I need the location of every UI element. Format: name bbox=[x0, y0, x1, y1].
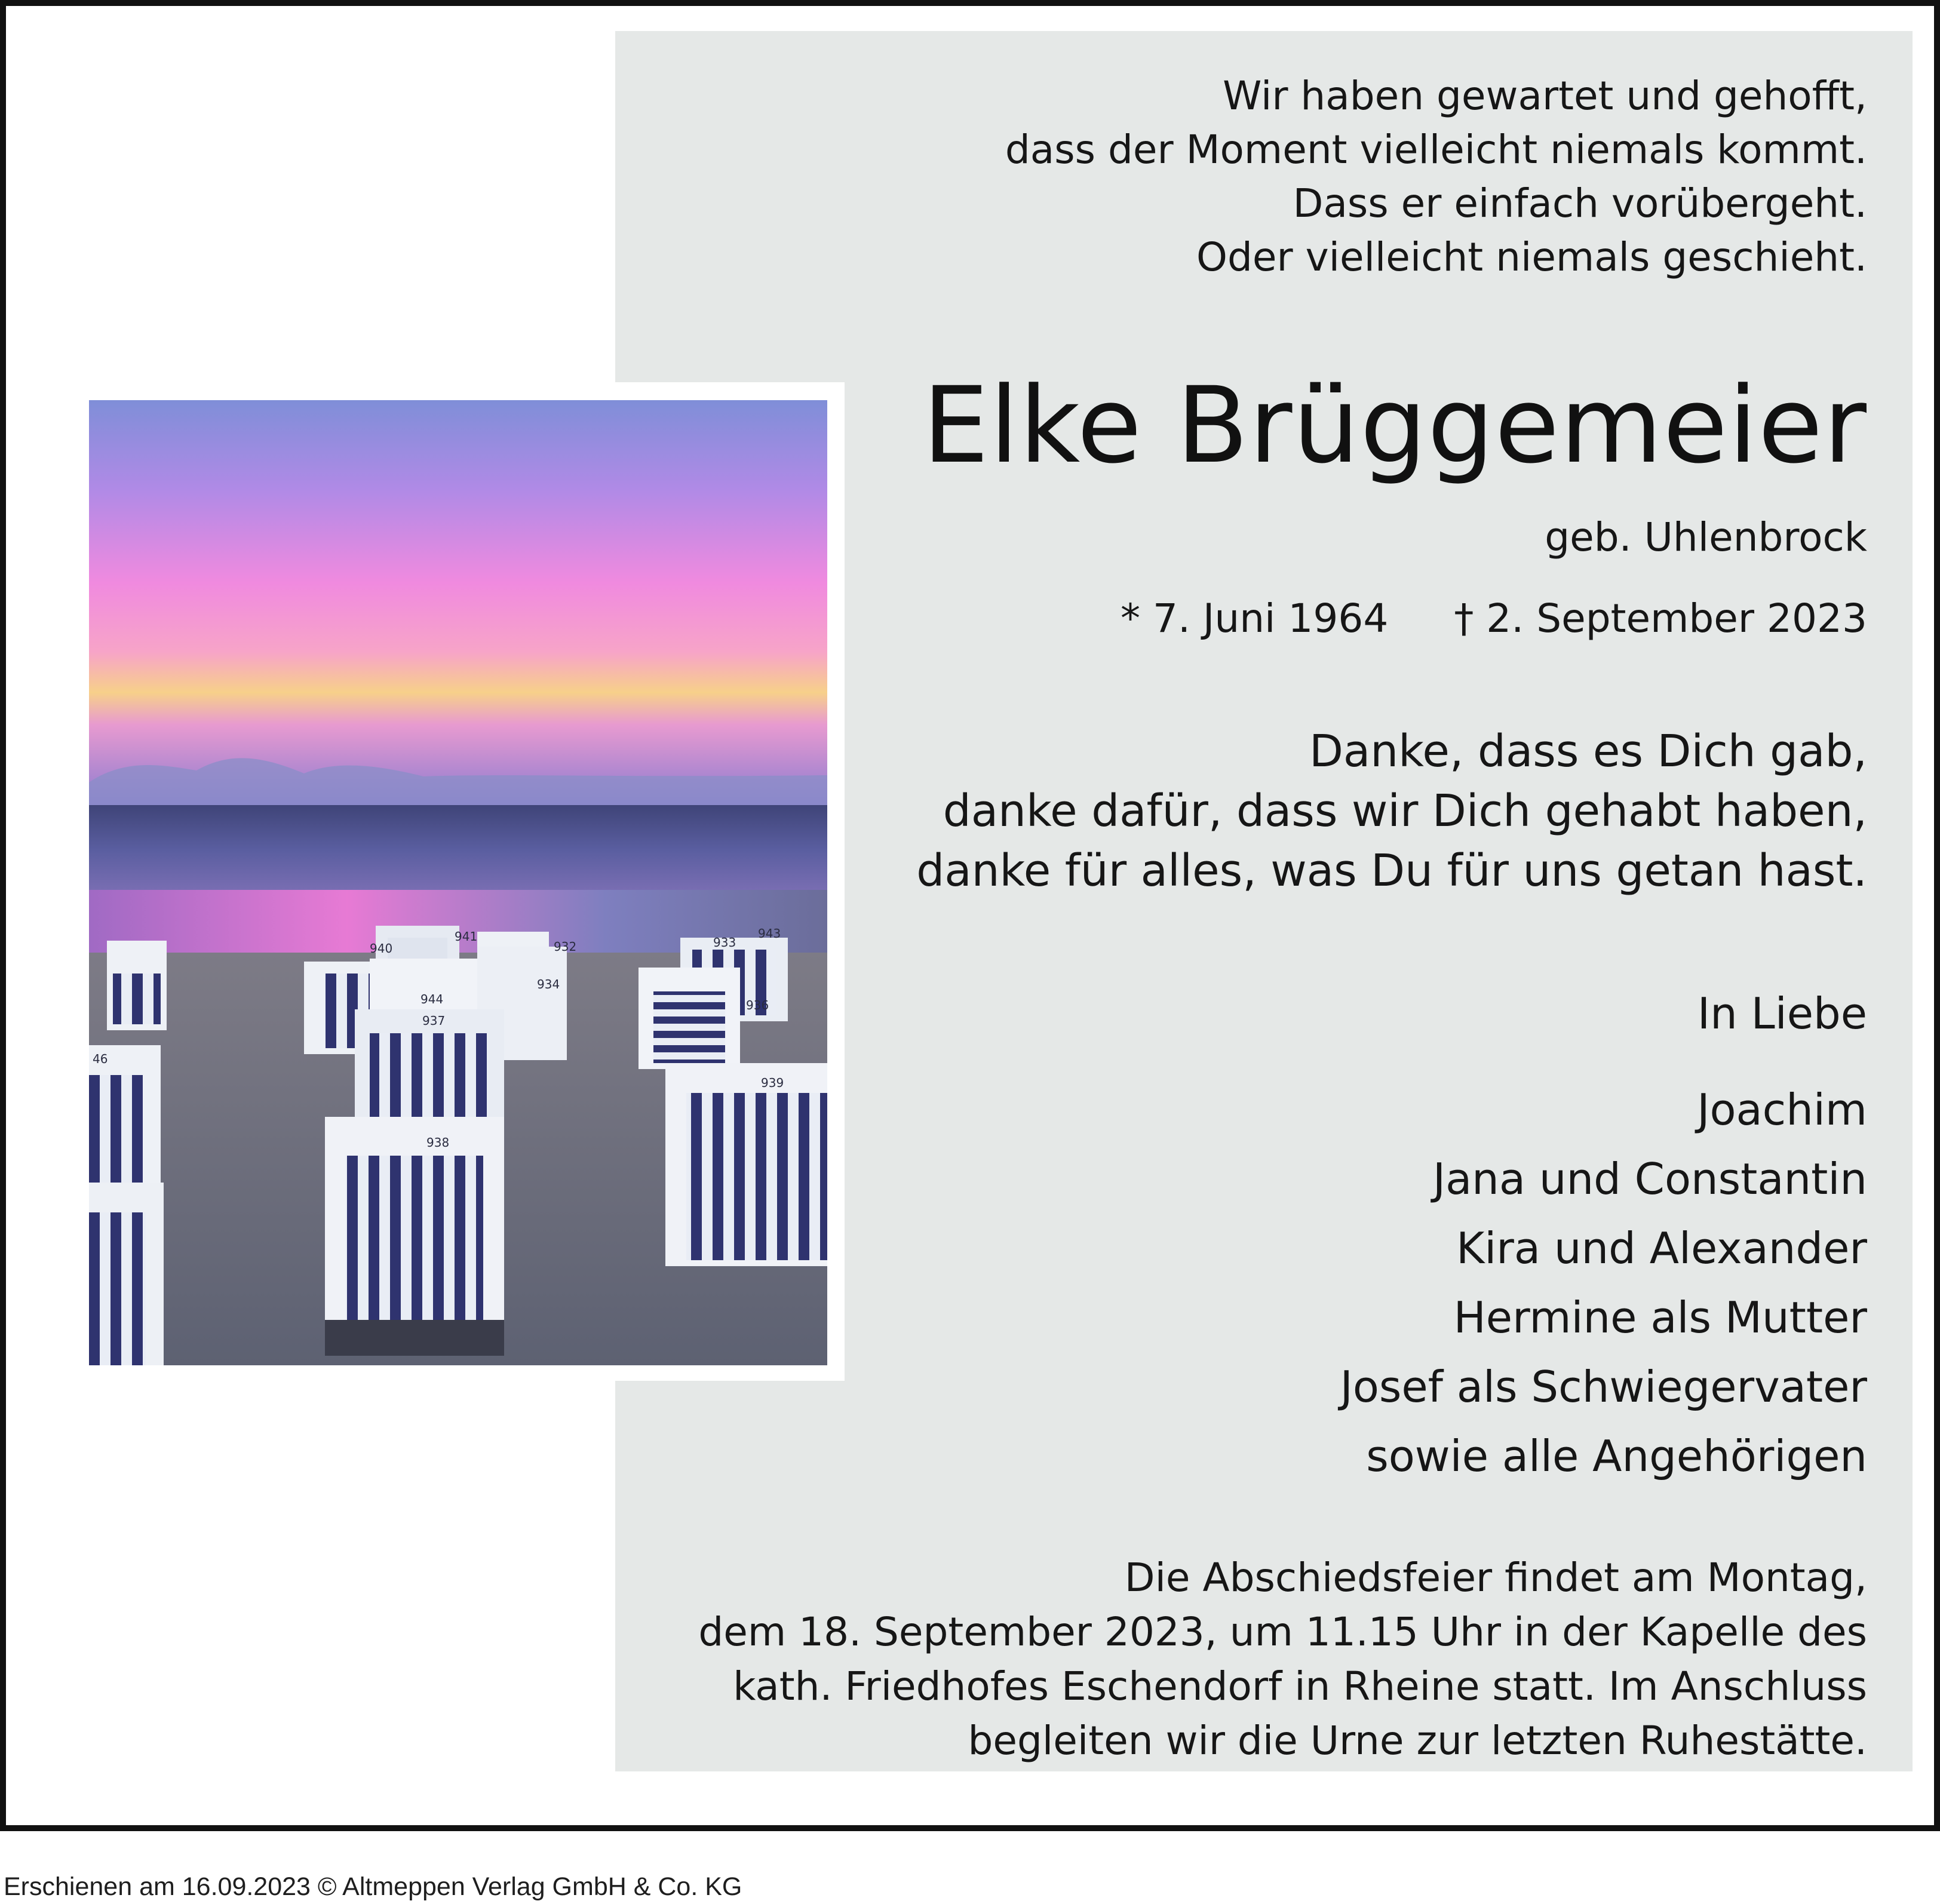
mourner-name: sowie alle Angehörigen bbox=[1366, 1431, 1867, 1481]
chair-number: 937 bbox=[422, 1014, 446, 1028]
chair-front-right bbox=[665, 1063, 827, 1266]
poem-line: Oder vielleicht niemals geschieht. bbox=[1196, 234, 1867, 280]
chair-number: 941 bbox=[455, 929, 478, 944]
deceased-name: Elke Brüggemeier bbox=[922, 364, 1867, 487]
thanks-line: Danke, dass es Dich gab, bbox=[1309, 726, 1867, 777]
chair-number: 944 bbox=[420, 992, 444, 1006]
mourners-list bbox=[1340, 1075, 1867, 1491]
ceremony-line: Die Abschiedsfeier findet am Montag, bbox=[1124, 1555, 1867, 1601]
death-date: † 2. September 2023 bbox=[1454, 595, 1867, 641]
chair-number: 939 bbox=[761, 1076, 784, 1090]
thanks-verse bbox=[916, 721, 1867, 901]
ceremony-line: kath. Friedhofes Eschendorf in Rheine statt. Im Anschluss bbox=[733, 1663, 1867, 1709]
opening-poem bbox=[1005, 69, 1867, 284]
maiden-name: geb. Uhlenbrock bbox=[1545, 514, 1867, 560]
publication-footer: Erschienen am 16.09.2023 © Altmeppen Verlag GmbH & Co. KG bbox=[4, 1872, 742, 1901]
chair-number: 943 bbox=[758, 926, 781, 941]
mourner-name: Josef als Schwiegervater bbox=[1340, 1362, 1867, 1412]
mourner-name: Joachim bbox=[1697, 1085, 1867, 1135]
mourner-name: Kira und Alexander bbox=[1456, 1223, 1867, 1273]
birth-date: * 7. Juni 1964 bbox=[1120, 595, 1389, 641]
thanks-line: danke dafür, dass wir Dich gehabt haben, bbox=[943, 785, 1867, 837]
chair-number: 932 bbox=[554, 939, 577, 954]
chair-number: 936 bbox=[746, 998, 769, 1012]
chair-number: 940 bbox=[370, 941, 393, 956]
chair-back-left bbox=[107, 941, 167, 1030]
chair-number: 46 bbox=[93, 1052, 108, 1066]
ceremony-line: begleiten wir die Urne zur letzten Ruhestätte. bbox=[968, 1718, 1867, 1764]
poem-line: dass der Moment vielleicht niemals kommt. bbox=[1005, 127, 1867, 173]
poem-line: Wir haben gewartet und gehofft, bbox=[1223, 73, 1867, 119]
beach-sunset-photo bbox=[89, 400, 827, 1365]
chair-front-center bbox=[325, 1117, 504, 1356]
ceremony-notice bbox=[698, 1550, 1867, 1768]
in-love-intro: In Liebe bbox=[1697, 988, 1867, 1039]
life-dates bbox=[1121, 594, 1867, 644]
thanks-line: danke für alles, was Du für uns getan hast. bbox=[916, 845, 1867, 896]
mourner-name: Jana und Constantin bbox=[1432, 1154, 1867, 1204]
mourner-name: Hermine als Mutter bbox=[1453, 1292, 1867, 1343]
chair-number: 938 bbox=[426, 1135, 450, 1150]
chair-number: 933 bbox=[713, 935, 736, 950]
chair-number: 934 bbox=[537, 977, 560, 991]
poem-line: Dass er einfach vorübergeht. bbox=[1293, 180, 1867, 226]
chair-front-left bbox=[89, 1045, 164, 1365]
ceremony-line: dem 18. September 2023, um 11.15 Uhr in der Kapelle des bbox=[698, 1609, 1867, 1655]
